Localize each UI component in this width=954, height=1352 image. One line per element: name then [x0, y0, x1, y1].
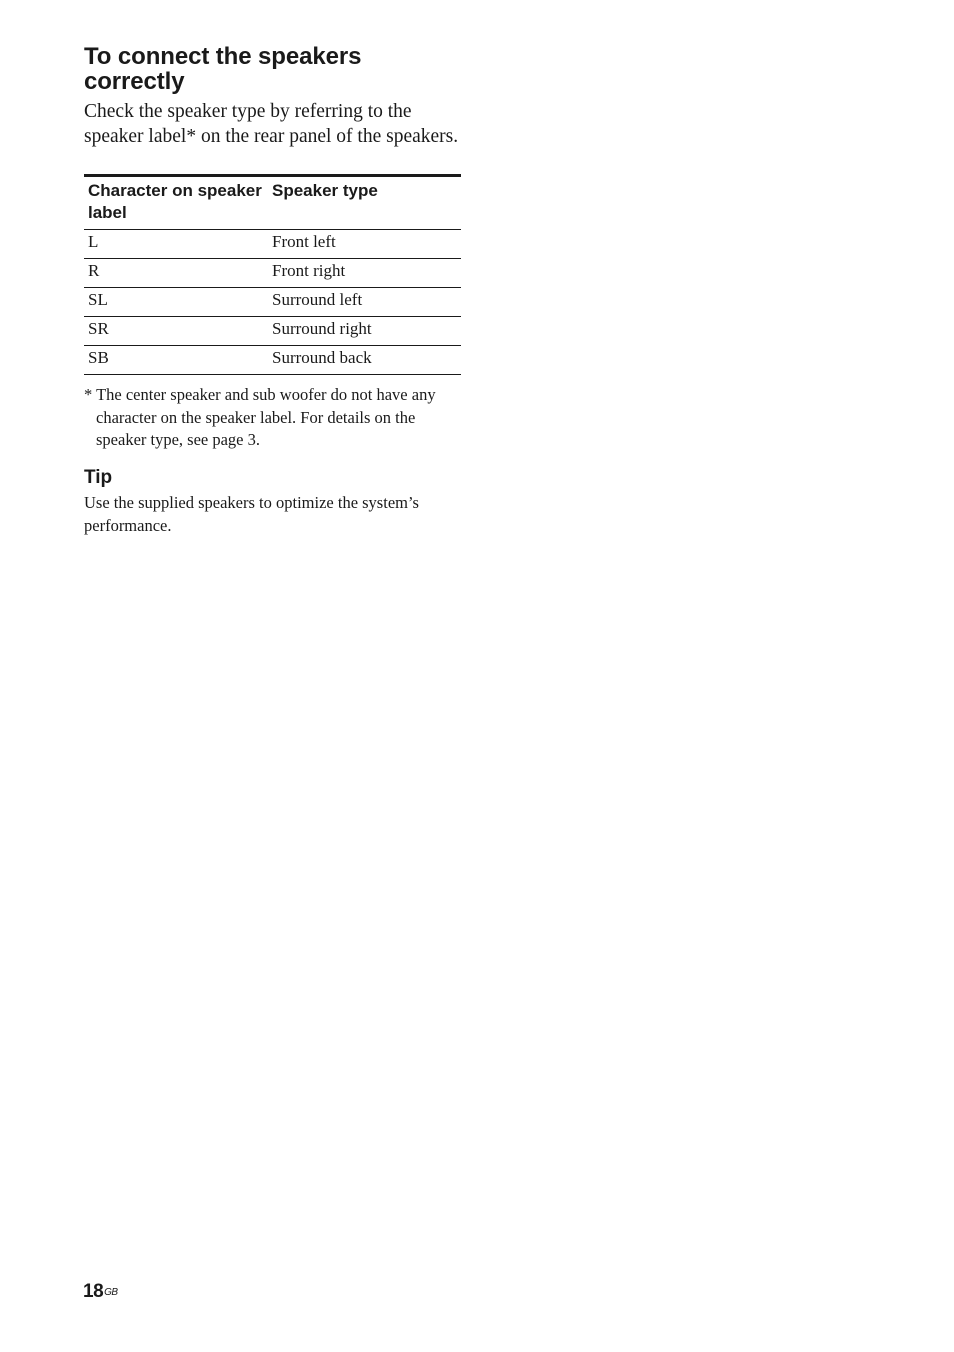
tip-text: Use the supplied speakers to optimize the system’s performance. — [84, 492, 419, 535]
cell-speaker-type: Front right — [268, 259, 461, 288]
header-speaker-type: Speaker type — [268, 176, 461, 230]
header-character: Character on speaker label — [84, 176, 268, 230]
table-row — [84, 259, 461, 288]
cell-character: R — [84, 259, 268, 288]
section-heading: To connect the speakers correctly — [84, 43, 362, 95]
cell-character: L — [84, 230, 268, 259]
page-number — [83, 1281, 118, 1303]
intro-paragraph: Check the speaker type by referring to the speaker label* on the rear panel of the speakers. — [84, 101, 459, 147]
table-row — [84, 317, 461, 346]
cell-speaker-type: Front left — [268, 230, 461, 259]
page-number-suffix: GB — [104, 1287, 118, 1298]
speaker-type-table — [84, 174, 461, 375]
cell-speaker-type: Surround back — [268, 346, 461, 375]
table-row — [84, 288, 461, 317]
table-row — [84, 230, 461, 259]
table-row — [84, 346, 461, 375]
cell-character: SL — [84, 288, 268, 317]
cell-speaker-type: Surround left — [268, 288, 461, 317]
footnote: * The center speaker and sub woofer do not have any character on the speaker label. For details on the speaker type, see page 3. — [84, 385, 436, 449]
cell-character: SR — [84, 317, 268, 346]
table-header-row — [84, 176, 461, 230]
tip-heading: Tip — [84, 466, 113, 488]
page-number-value: 18 — [83, 1281, 104, 1302]
cell-speaker-type: Surround right — [268, 317, 461, 346]
page-content — [84, 44, 461, 537]
cell-character: SB — [84, 346, 268, 375]
